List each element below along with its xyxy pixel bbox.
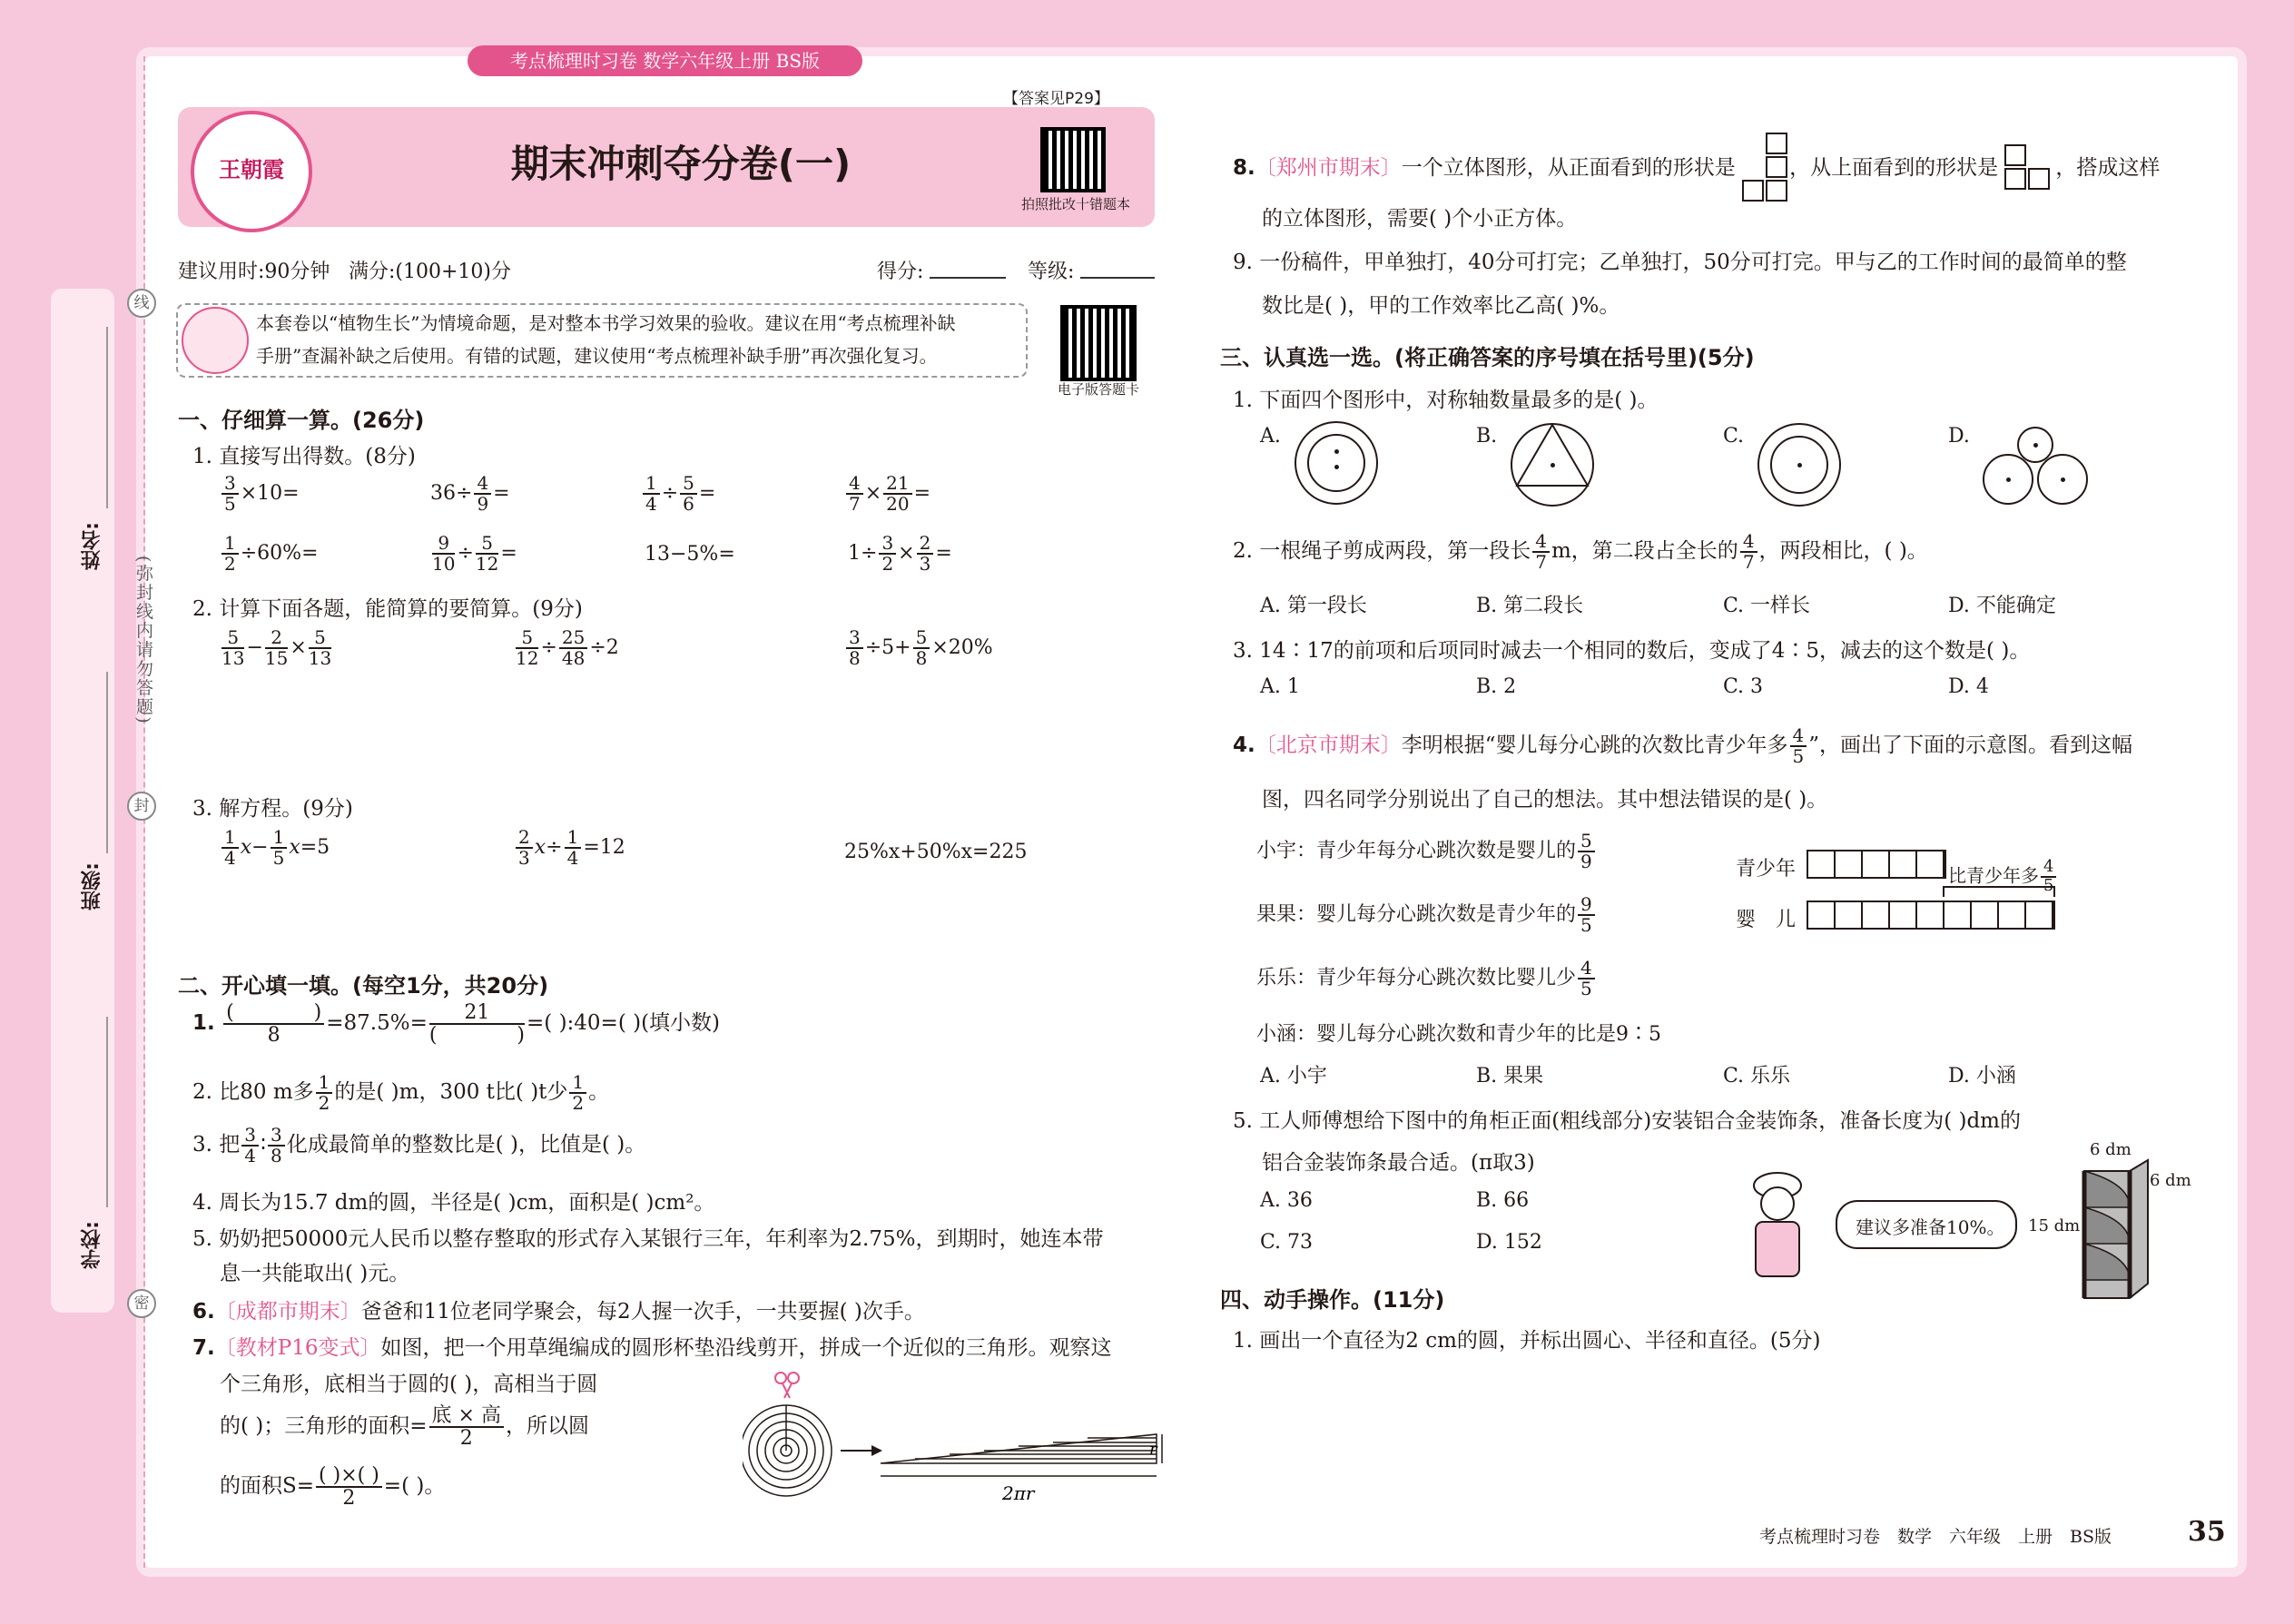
top-view-figure bbox=[2004, 144, 2055, 193]
calc-item: $\frac{1}{2}$ ÷60%= bbox=[220, 534, 319, 574]
choice-c: C. bbox=[1723, 425, 1745, 448]
sel-q3: 3. 14∶17的前项和后项同时减去一个相同的数后，变成了4∶5，减去的这个数是( )。 bbox=[1233, 639, 2031, 663]
girl-avatar-icon bbox=[182, 307, 249, 374]
score-label: 得分: bbox=[877, 261, 924, 283]
q9-line1: 9. 一份稿件，甲单独打，40分可打完；乙单独打，50分可打完。甲与乙的工作时间的最简单的整 bbox=[1233, 251, 2127, 274]
grade-blank[interactable] bbox=[1080, 277, 1155, 279]
equation-item: $\frac{2}{3}$ x÷ $\frac{1}{4}$ =12 bbox=[514, 828, 625, 868]
sel-q5-line2: 铝合金装饰条最合适。(π取3) bbox=[1262, 1151, 1535, 1175]
intro-text-1: 本套卷以“植物生长”为情境命题，是对整本书学习效果的验收。建议在用“考点梳理补缺 bbox=[256, 312, 956, 334]
calc-item: $\frac{3}{8}$ ÷5+ $\frac{5}{8}$ ×20% bbox=[844, 628, 993, 668]
choice-d: D. 不能确定 bbox=[1948, 595, 2056, 617]
q8-line2: 的立体图形，需要( )个小正方体。 bbox=[1262, 207, 1578, 231]
sec1-q1: 1. 直接写出得数。(8分) bbox=[192, 445, 416, 468]
baby-label: 婴 儿 bbox=[1736, 909, 1797, 931]
speech-text: 建议多准备10%。 bbox=[1856, 1216, 2005, 1238]
opinion-xiaoyu: 小宇：青少年每分心跳次数是婴儿的 $\frac{5}{9}$ bbox=[1256, 832, 1597, 871]
dim-width: 6 dm bbox=[2090, 1140, 2132, 1159]
choice-d: D. bbox=[1948, 425, 1970, 448]
sec2-q7a: 7.〔教材P16变式〕如图，把一个用草绳编成的圆形杯垫沿线剪开，拼成一个近似的三角形。观察这 bbox=[192, 1336, 1112, 1360]
sel-q1: 1. 下面四个图形中，对称轴数量最多的是( )。 bbox=[1233, 389, 1659, 412]
equation-item: 25%x+50%x=225 bbox=[844, 841, 1028, 863]
equation-item: $\frac{1}{4}$ x− $\frac{1}{5}$ x=5 bbox=[220, 828, 330, 868]
qr-caption: 拍照批改十错题本 bbox=[1020, 196, 1130, 212]
fold-mark-line: 线 bbox=[127, 289, 156, 318]
sel-q4-line1: 4.〔北京市期末〕李明根据“婴儿每分心跳的次数比青少年多 $\frac{4}{5}$ ”，画出了下面的示意图。看到这幅 bbox=[1233, 724, 2133, 767]
sel-q5-line1: 5. 工人师傅想给下图中的角柜正面(粗线部分)安装铝合金装饰条，准备长度为( )dm的 bbox=[1233, 1109, 2021, 1133]
section-4-title: 四、动手操作。(11分) bbox=[1220, 1287, 1445, 1313]
name-label: 姓名: bbox=[81, 522, 103, 570]
calc-item: $\frac{5}{13}$ − $\frac{2}{15}$ × $\frac{5}{13}$ bbox=[222, 626, 332, 669]
calc-item: 36÷ $\frac{4}{9}$ = bbox=[430, 472, 510, 515]
choice-b: B. bbox=[1476, 425, 1498, 448]
opinion-lele: 乐乐：青少年每分心跳次数比婴儿少 $\frac{4}{5}$ bbox=[1256, 959, 1597, 999]
sec2-q5a: 5. 奶奶把50000元人民币以整存整取的形式存入某银行三年，年利率为2.75%，到期时，她连本带 bbox=[192, 1227, 1104, 1251]
sec2-q4: 4. 周长为15.7 dm的圆，半径是( )cm，面积是( )cm²。 bbox=[192, 1191, 715, 1215]
svg-text:2πr: 2πr bbox=[1002, 1482, 1035, 1504]
fold-mark-seal: 封 bbox=[127, 792, 156, 821]
dot bbox=[1797, 463, 1802, 468]
calc-item: $\frac{5}{12}$ ÷ $\frac{25}{48}$ ÷2 bbox=[516, 626, 619, 669]
section-1-title: 一、仔细算一算。(26分) bbox=[178, 408, 425, 433]
calc-item: $\frac{9}{10}$ ÷ $\frac{5}{12}$ = bbox=[432, 532, 517, 575]
calc-item: 13−5%= bbox=[645, 543, 735, 566]
sec2-q2: 2. 比80 m多 $\frac{1}{2}$ 的是( )m，300 t比( )t少 $\frac{1}{2}$ 。 bbox=[192, 1071, 610, 1114]
choice-a: A. 1 bbox=[1260, 675, 1300, 698]
choice-c: C. 乐乐 bbox=[1723, 1065, 1791, 1088]
grade-label: 等级: bbox=[1028, 261, 1075, 283]
dot bbox=[2033, 443, 2038, 448]
sec2-q6: 6.〔成都市期末〕爸爸和11位老同学聚会，每2人握一次手，一共要握( )次手。 bbox=[192, 1300, 925, 1324]
calc-item: $\frac{4}{7}$ × $\frac{21}{20}$ = bbox=[844, 474, 930, 514]
sec1-q2: 2. 计算下面各题，能简算的要简算。(9分) bbox=[192, 597, 583, 621]
sec2-q3: 3. 把 $\frac{3}{4}$ ∶ $\frac{3}{8}$ 化成最简单的整数比是( )，比值是( )。 bbox=[192, 1124, 646, 1166]
q8-line1: 8.〔郑州市期末〕一个立体图形，从正面看到的形状是 ，从上面看到的形状是 ，搭成这样 bbox=[1233, 133, 2160, 205]
choice-b: B. 2 bbox=[1476, 675, 1517, 698]
dot bbox=[1334, 465, 1339, 469]
school-label: 学校: bbox=[81, 1221, 103, 1269]
hands-on-q1: 1. 画出一个直径为2 cm的圆，并标出圆心、半径和直径。(5分) bbox=[1233, 1329, 1821, 1353]
dim-height: 15 dm bbox=[2028, 1216, 2081, 1235]
choice-b: B. 66 bbox=[1476, 1189, 1530, 1212]
front-view-figure bbox=[1742, 133, 1789, 205]
teen-label: 青少年 bbox=[1736, 858, 1797, 881]
qr-code-icon bbox=[1040, 127, 1106, 192]
binding-strip bbox=[51, 289, 114, 1313]
choice-a: A. bbox=[1260, 425, 1281, 448]
calc-item: $\frac{1}{4}$ ÷ $\frac{5}{6}$ = bbox=[641, 474, 715, 514]
dot bbox=[1334, 449, 1339, 454]
choice-a: A. 36 bbox=[1260, 1189, 1313, 1212]
fold-note: (弥封线内请勿答题) bbox=[133, 556, 153, 725]
full-score: 满分:(100+10)分 bbox=[349, 261, 511, 283]
dot bbox=[1551, 463, 1555, 468]
section-3-title: 三、认真选一选。(将正确答案的序号填在括号里)(5分) bbox=[1220, 345, 1755, 370]
name-line bbox=[106, 327, 108, 508]
sel-q2: 2. 一根绳子剪成两段，第一段长 $\frac{4}{7}$ m，第二段占全长的 $\frac{4}{7}$ ，两段相比，( )。 bbox=[1233, 530, 1928, 573]
choice-d: D. 小涵 bbox=[1948, 1065, 2016, 1088]
sel-q4-line2: 图，四名同学分别说出了自己的想法。其中想法错误的是( )。 bbox=[1262, 788, 1828, 812]
more-label: 比青少年多 $\frac{4}{5}$ bbox=[1948, 859, 2058, 895]
school-line bbox=[106, 1017, 108, 1207]
fold-mark-secret: 密 bbox=[127, 1289, 156, 1318]
logo-text: 王朝霞 bbox=[219, 156, 284, 182]
answer-card-qr-icon bbox=[1060, 305, 1137, 381]
choice-d: D. 152 bbox=[1476, 1231, 1542, 1254]
choice-c: C. 一样长 bbox=[1723, 595, 1811, 617]
section-2-title: 二、开心填一填。(每空1分，共20分) bbox=[178, 973, 549, 999]
header-tag: 考点梳理时习卷 数学六年级上册 BS版 bbox=[468, 45, 862, 76]
teen-bar bbox=[1807, 850, 1946, 879]
page-title: 期末冲刺夺分卷(一) bbox=[510, 142, 852, 186]
coaster-circle bbox=[743, 1405, 832, 1496]
coaster-figure bbox=[743, 1367, 1169, 1521]
choice-a: A. 第一段长 bbox=[1260, 595, 1367, 617]
baby-bar bbox=[1807, 901, 2055, 930]
svg-text:r: r bbox=[1149, 1440, 1157, 1459]
sec2-q7d: 的面积S= ( )×( ) 2 =( )。 bbox=[220, 1464, 446, 1511]
choice-b: B. 第二段长 bbox=[1476, 595, 1584, 617]
answer-card-caption: 电子版答题卡 bbox=[1057, 381, 1139, 398]
shape-a-inner bbox=[1307, 434, 1365, 492]
sec2-q7b: 个三角形，底相当于圆的( )，高相当于圆 bbox=[220, 1373, 598, 1396]
choice-b: B. 果果 bbox=[1476, 1065, 1544, 1088]
answer-reference: 【答案见P29】 bbox=[1003, 90, 1109, 108]
footer-text: 考点梳理时习卷 数学 六年级 上册 BS版 bbox=[1759, 1527, 2112, 1547]
worker-icon bbox=[1732, 1167, 1823, 1285]
class-line bbox=[106, 672, 108, 853]
dot bbox=[2061, 477, 2065, 482]
choice-d: D. 4 bbox=[1948, 675, 1989, 698]
time-info: 建议用时:90分钟 bbox=[178, 261, 330, 283]
triangle-figure bbox=[881, 1434, 1162, 1476]
sec2-q7c: 的( )；三角形的面积= 底 × 高 2 ，所以圆 bbox=[220, 1404, 589, 1451]
sec1-q3: 3. 解方程。(9分) bbox=[192, 797, 353, 821]
sec2-q5b: 息一共能取出( )元。 bbox=[220, 1262, 410, 1285]
scissors-icon bbox=[775, 1373, 799, 1398]
score-blank[interactable] bbox=[930, 277, 1006, 279]
choice-c: C. 3 bbox=[1723, 675, 1764, 698]
dim-depth: 6 dm bbox=[2150, 1171, 2191, 1190]
calc-item: $\frac{3}{5}$ ×10= bbox=[220, 474, 300, 514]
choice-c: C. 73 bbox=[1260, 1231, 1314, 1254]
choice-a: A. 小宇 bbox=[1260, 1065, 1327, 1088]
opinion-guoguo: 果果：婴儿每分心跳次数是青少年的 $\frac{9}{5}$ bbox=[1256, 895, 1597, 935]
calc-item: 1÷ $\frac{3}{2}$ × $\frac{2}{3}$ = bbox=[848, 532, 952, 575]
opinion-xiaohan: 小涵：婴儿每分心跳次数和青少年的比是9∶5 bbox=[1256, 1023, 1661, 1046]
sec2-q1: 1. ( ) 8 =87.5%= 21 ( ) =( ):40=( )(填小数) bbox=[192, 1001, 721, 1048]
dot bbox=[2006, 477, 2011, 482]
q9-line2: 数比是( )，甲的工作效率比乙高( )%。 bbox=[1262, 294, 1620, 318]
class-label: 班级: bbox=[81, 862, 103, 910]
intro-text-2: 手册”查漏补缺之后使用。有错的试题，建议使用“考点梳理补缺手册”再次强化复习。 bbox=[256, 345, 938, 367]
page-number: 35 bbox=[2188, 1516, 2226, 1548]
